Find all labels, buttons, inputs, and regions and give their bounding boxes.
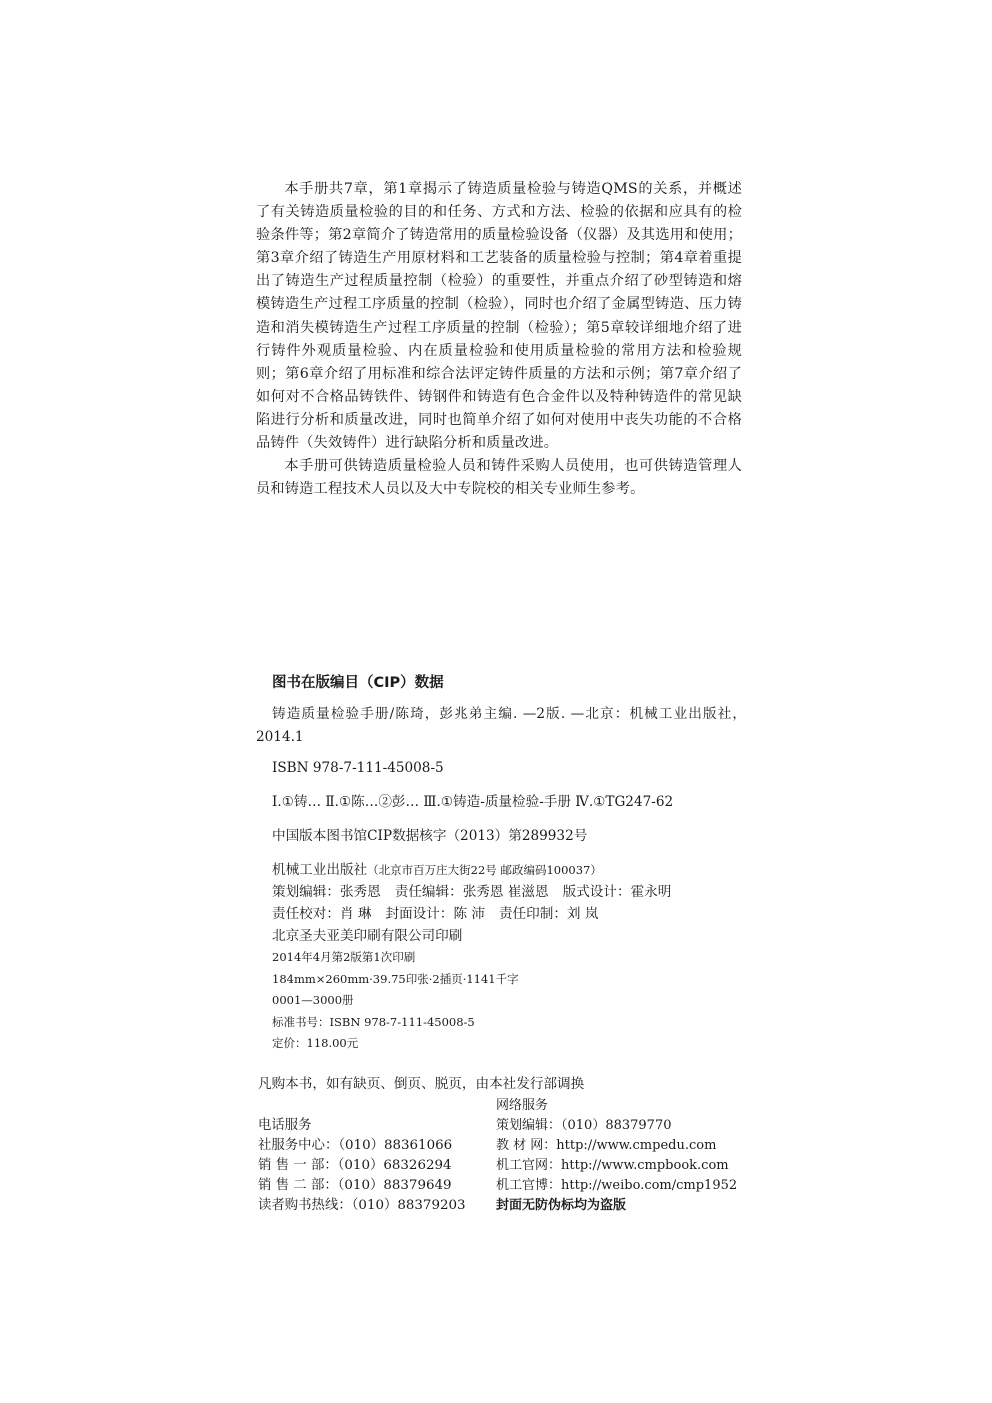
credit-proofreader: 责任校对：肖 琳 <box>272 906 372 922</box>
phone-service-header: 电话服务 <box>258 1118 312 1133</box>
web-service-column <box>496 1096 766 1216</box>
anti-counterfeit-notice: 封面无防伪标均为盗版 <box>496 1198 627 1213</box>
web-service-row: 机工官博：http://weibo.com/cmp1952 <box>496 1178 738 1193</box>
cip-classification: Ⅰ.①铸… Ⅱ.①陈…②彭… Ⅲ.①铸造-质量检验-手册 Ⅳ.①TG247-62 <box>272 794 674 810</box>
printer-line: 北京圣夫亚美印刷有限公司印刷 <box>272 928 463 944</box>
credits-line-2 <box>256 903 746 925</box>
web-service-row: 教 材 网：http://www.cmpedu.com <box>496 1138 717 1153</box>
credit-print-supervisor: 责任印制：刘 岚 <box>498 906 599 922</box>
web-service-row: 策划编辑：（010）88379770 <box>496 1118 672 1133</box>
web-service-row: 机工官网：http://www.cmpbook.com <box>496 1158 729 1173</box>
cip-isbn: ISBN 978-7-111-45008-5 <box>272 760 444 776</box>
phone-service-row: 销 售 一 部：（010）68326294 <box>258 1158 452 1173</box>
phone-service-column <box>258 1116 498 1216</box>
abstract-paragraph-2: 本手册可供铸造质量检验人员和铸件采购人员使用，也可供铸造管理人员和铸造工程技术人员以及大中专院校的相关专业师生参考。 <box>256 458 742 498</box>
print-run-line: 0001—3000册 <box>272 993 354 1007</box>
phone-service-row: 读者购书热线：（010）88379203 <box>258 1198 466 1213</box>
publisher-line <box>256 859 746 881</box>
credit-planning-editor: 策划编辑：张秀恩 <box>272 884 381 900</box>
price-line: 定价：118.00元 <box>272 1036 359 1050</box>
credit-layout-designer: 版式设计：霍永明 <box>562 884 672 900</box>
cip-title: 图书在版编目（CIP）数据 <box>272 675 444 691</box>
cip-data-block <box>256 671 746 1055</box>
web-service-header: 网络服务 <box>496 1098 549 1113</box>
credits-line-1 <box>256 881 746 903</box>
cip-library-record: 中国版本图书馆CIP数据核字（2013）第289932号 <box>272 828 588 844</box>
service-block <box>256 1072 756 1216</box>
publisher-name: 机械工业出版社 <box>272 862 368 878</box>
credit-cover-designer: 封面设计：陈 沛 <box>385 906 485 922</box>
book-abstract <box>256 178 742 501</box>
format-line: 184mm×260mm·39.75印张·2插页·1141千字 <box>272 971 519 986</box>
credit-responsible-editor: 责任编辑：张秀恩 崔滋恩 <box>394 884 549 900</box>
phone-service-row: 销 售 二 部：（010）88379649 <box>258 1178 452 1193</box>
standard-book-number: 标准书号：ISBN 978-7-111-45008-5 <box>272 1014 475 1029</box>
publisher-address: （北京市百万庄大街22号 邮政编码100037） <box>367 863 602 877</box>
edition-line: 2014年4月第2版第1次印刷 <box>272 950 416 964</box>
phone-service-row: 社服务中心：（010）88361066 <box>258 1138 453 1153</box>
replacement-notice: 凡购本书，如有缺页、倒页、脱页，由本社发行部调换 <box>258 1076 585 1092</box>
service-contacts <box>256 1096 756 1216</box>
abstract-paragraph-1: 本手册共7章，第1章揭示了铸造质量检验与铸造QMS的关系，并概述了有关铸造质量检验的目的和任务、方式和方法、检验的依据和应具有的检验条件等；第2章简介了铸造常用的质量检验设备（仪器）及其选用和使用；第3章介绍了铸造生产用原材料和工艺装备的质量检验与控制；第4章着重提出了铸造生产过程质量控制（检验）的重要性，并重点介绍了砂型铸造和熔模铸造生产过程工序质量的控制（检验），同时也介绍了金属型铸造、压力铸造和消失模铸造生产过程工序质量的控制（检验）；第5章较详细地介绍了进行铸件外观质量检验、内在质量检验和使用质量检验的常用方法和检验规则；第6章介绍了用标准和综合法评定铸件质量的方法和示例；第7章介绍了如何对不合格品铸铁件、铸钢件和铸造有色合金件以及特种铸造件的常见缺陷进行分析和质量改进，同时也简单介绍了如何对使用中丧失功能的不合格品铸件（失效铸件）进行缺陷分析和质量改进。 <box>256 181 742 452</box>
cip-bibliographic-entry: 铸造质量检验手册/陈琦，彭兆弟主编. —2版. —北京：机械工业出版社，2014.1 <box>256 706 746 745</box>
